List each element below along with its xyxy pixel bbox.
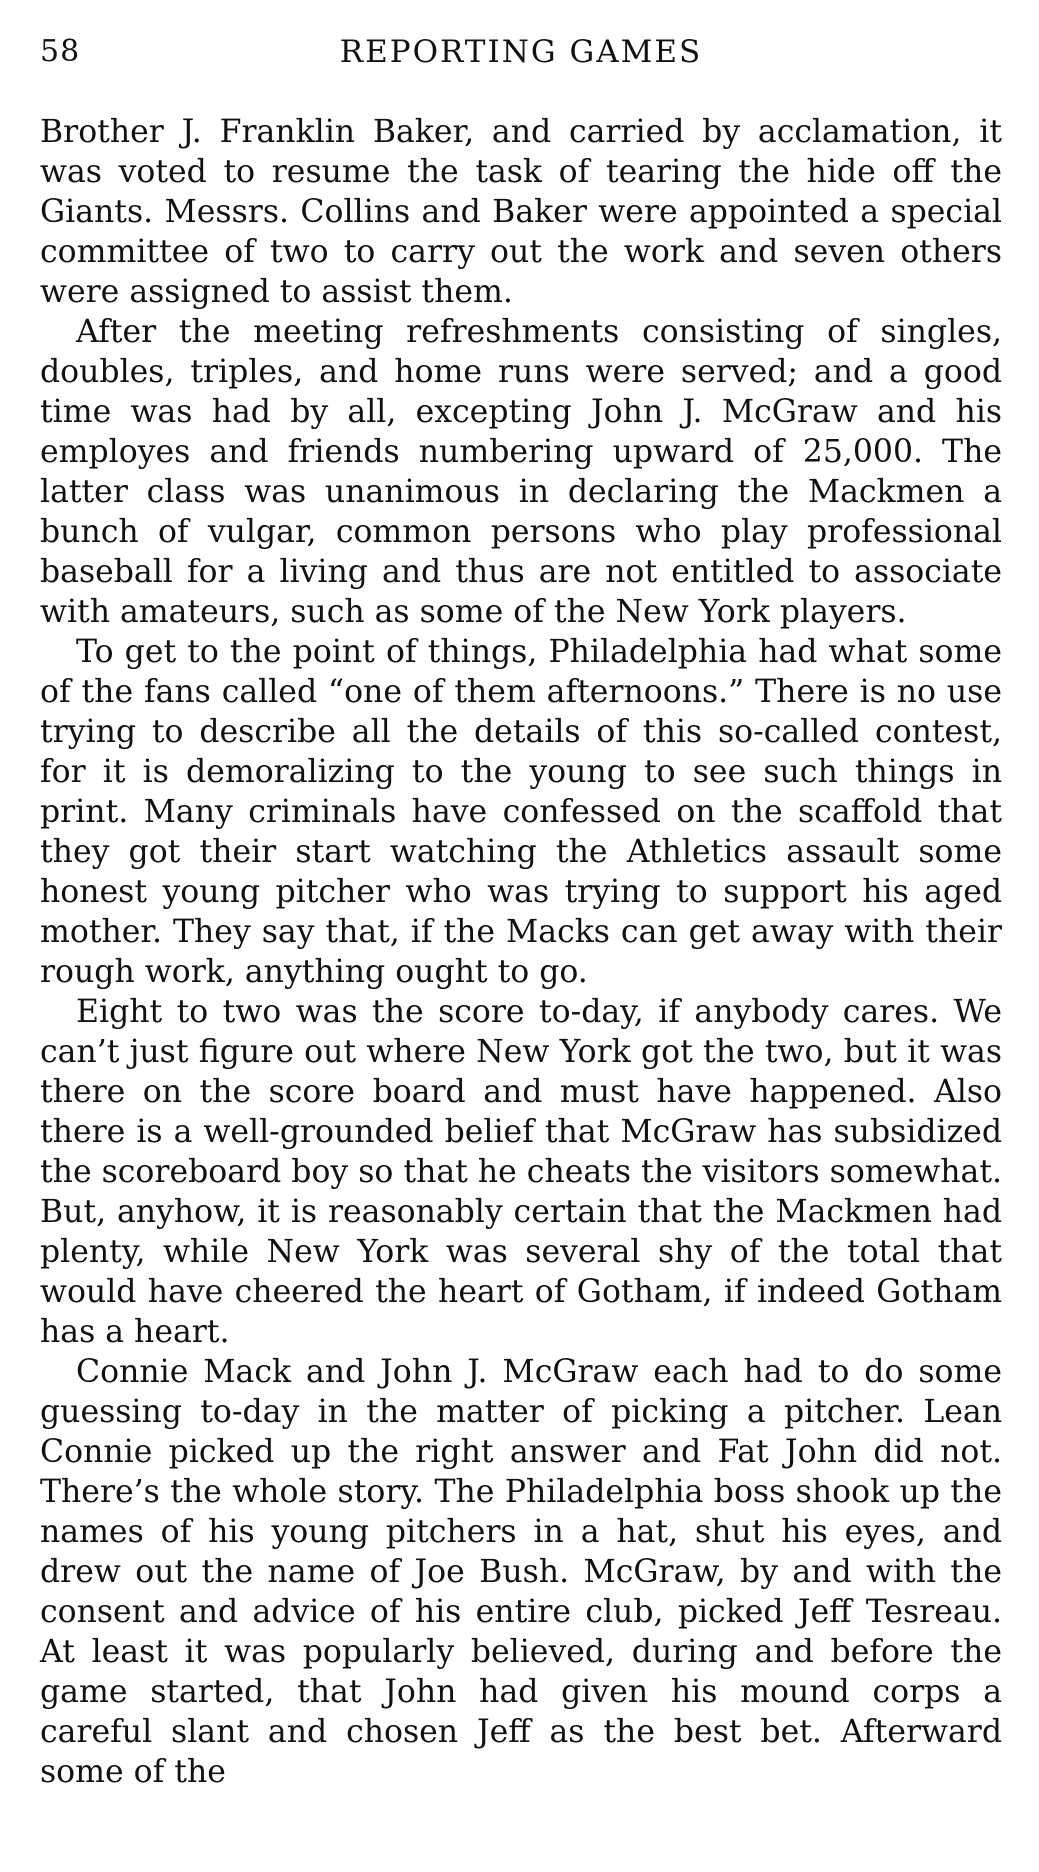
page-number: 58 [40,34,81,69]
running-head: REPORTING GAMES [339,34,703,70]
paragraph: To get to the point of things, Philadelphia had what some of the fans called “one of them afternoons.” There is no use trying to describe all the details of this so-called contest, for it is demoralizing to the young to see such things in print. Many criminals have confessed on the scaffold that they got their start watching the Athletics assault some honest young pitcher who was trying to support his aged mother. They say that, if the Macks can get away with their rough work, anything ought to go. [40,634,1002,990]
paragraph-continued: Brother J. Franklin Baker, and carried by acclamation, it was voted to resume the task of tearing the hide off the Giants. Messrs. Collins and Baker were appointed a special committee of two to carry out the work and seven others were assigned to assist them. [40,114,1002,310]
paragraph: Eight to two was the score to-day, if anybody cares. We can’t just figure out where New York got the two, but it was there on the score board and must have happened. Also there is a well-grounded belief that McGraw has subsidized the scoreboard boy so that he cheats the visitors somewhat. But, anyhow, it is reasonably certain that the Mackmen had plenty, while New York was several shy of the total that would have cheered the heart of Gotham, if indeed Gotham has a heart. [40,994,1002,1350]
page-header [40,34,1002,84]
paragraph: Connie Mack and John J. McGraw each had to do some guessing to-day in the matter of picking a pitcher. Lean Connie picked up the right answer and Fat John did not. There’s the whole story. The Philadelphia boss shook up the names of his young pitchers in a hat, shut his eyes, and drew out the name of Joe Bush. McGraw, by and with the consent and advice of his entire club, picked Jeff Tesreau. At least it was popularly believed, during and before the game started, that John had given his mound corps a careful slant and chosen Jeff as the best bet. Afterward some of the [40,1354,1002,1790]
body-text [40,112,1002,1792]
book-page [40,0,1002,1872]
paragraph: After the meeting refreshments consisting of singles, doubles, triples, and home runs were served; and a good time was had by all, excepting John J. McGraw and his employes and friends numbering upward of 25,000. The latter class was unanimous in declaring the Mackmen a bunch of vulgar, common persons who play professional baseball for a living and thus are not entitled to associate with amateurs, such as some of the New York players. [40,314,1002,630]
